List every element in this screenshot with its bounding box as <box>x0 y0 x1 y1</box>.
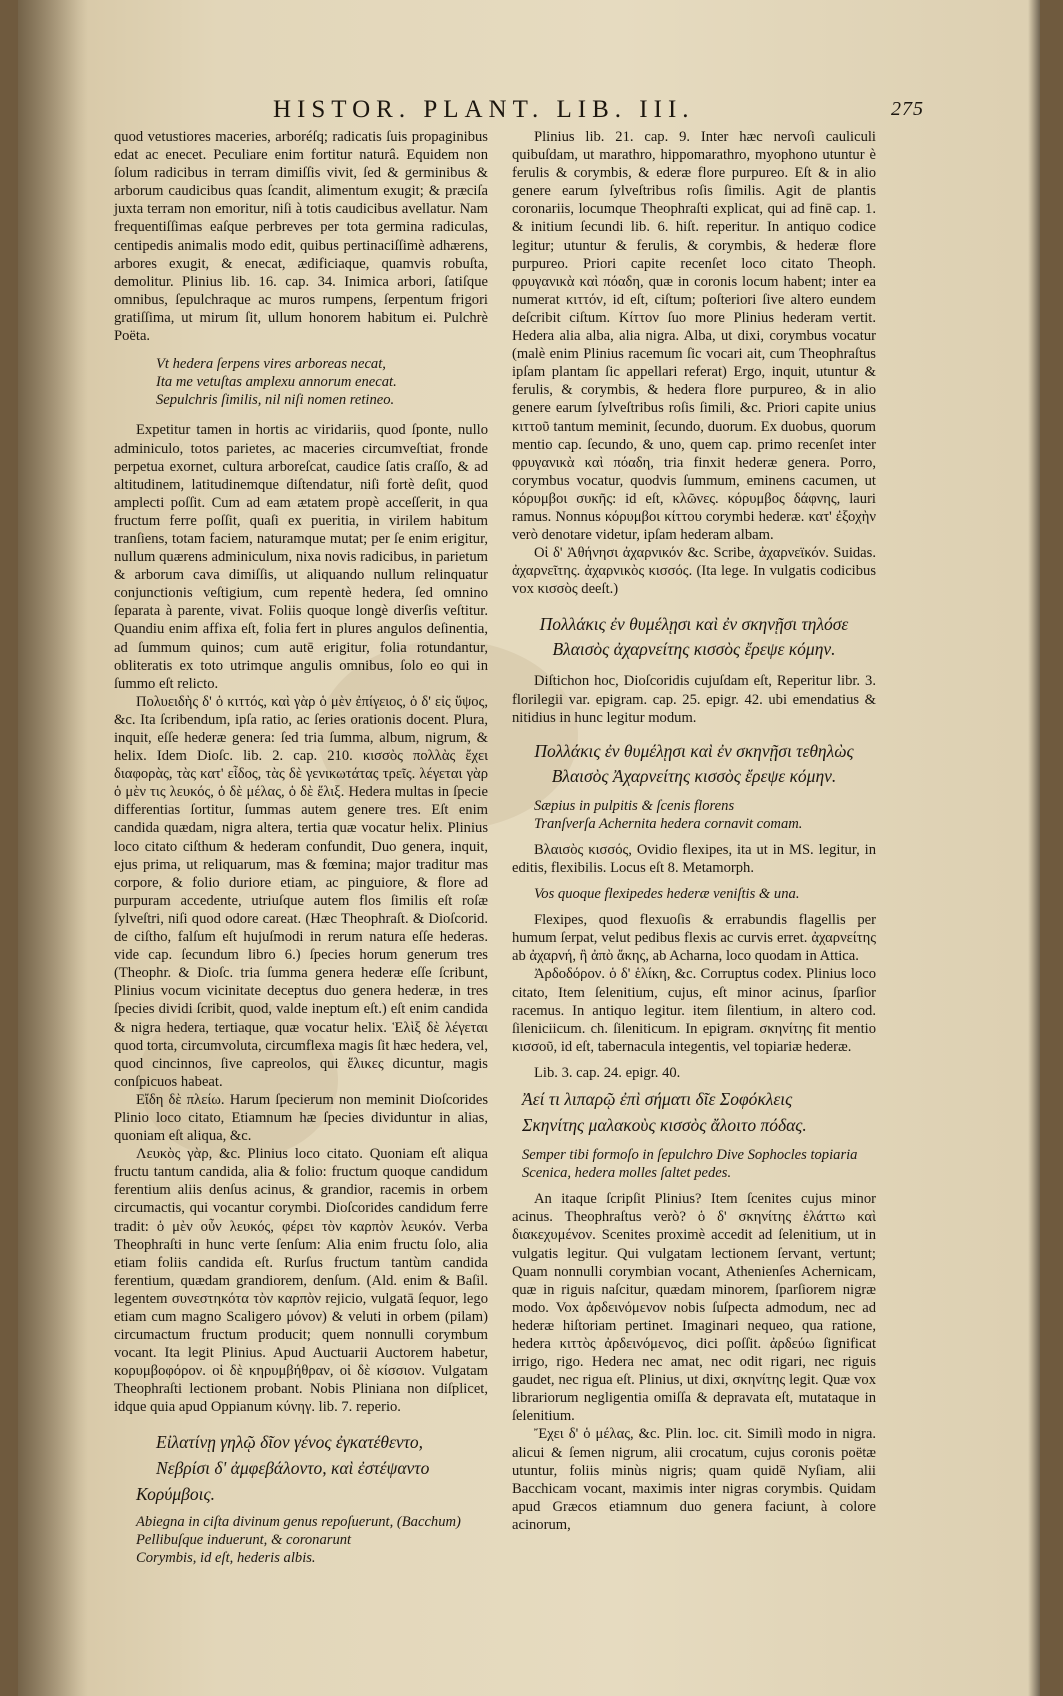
running-head <box>273 96 1033 124</box>
page-number: 275 <box>891 98 924 120</box>
paragraph: Diſtichon hoc, Dioſcoridis cujuſdam eſt, Reperitur libr. 3. florilegii var. epigram. cap. 25. epigr. 42. ubi emendatius & nitidius in hunc legitur modum. <box>512 673 876 726</box>
paragraph: Lib. 3. cap. 24. epigr. 40. <box>534 1064 681 1081</box>
right-column <box>512 128 876 1534</box>
page-edge-shadow <box>1028 0 1040 1696</box>
paragraph: Οἱ δ' Ἀθήνησι ἀχαρνικόν &c. Scribe, ἀχαρνεϊκόν. Suidas. ἀχαρνεῖτης. ἀχαρνικὸς κισσός. (Ita lege. In vulgatis codicibus vox κισσὸς deeſt.) <box>512 545 876 598</box>
paragraph: Ἔχει δ' ὁ μέλας, &c. Plin. loc. cit. Similì modo in nigra. alicui & ſemen nigrum, alii crocatum, cujus coronis poëtæ utuntur, foliis minùs nigris; quam quidē Nyſiam, alii Bacchicam vocant, maximis inter nigras corymbis. Quidam apud Græcos etiamnum duo genera faciunt, à colore acinorum, <box>512 1426 876 1533</box>
latin-verse-line: Abiegna in ciſta divinum genus repoſuerunt, (Bacchum) <box>136 1513 461 1530</box>
latin-verse-line: Vos quoque flexipedes hederæ veniſtis & una. <box>534 886 800 903</box>
paragraph: An itaque ſcripſit Plinius? Item ſcenites cujus minor acinus. Theophraſtus verò? ὁ δ' σκηνίτης ἐλάττω καὶ διακεχυμένον. Scenites proximè accedit ad ſelenitium, ut in vulgatis legitur. Qui vulgatam lectionem ſervant, vertunt; Quam nonnulli corymbian vocant, Athenienſes Achernicam, quæ in riguis naſcitur, quædam minorem, ſparſiorem nigræ modo. Vox ἀρδεινόμενον nobis ſuſpecta admodum, nec ad hederæ hiſtoriam pertinet. Imaginari nequeo, qua ratione, hedera κιττὸς ἀρδεινόμενος, dici poſſit. ἀρδεύω ſignificat irrigo, rigo. Hedera nec amat, nec odit rigari, nec riguis gaudet, nec rigua eſt. Plinius, ut dixi, σκηνίτης legit. Quæ vox librariorum negligentia omiſſa & depravata eſt, mutataque in ſelenitium. <box>512 1191 876 1425</box>
greek-verse-line: Εἰλατίνῃ γηλῷ δῖον γένος ἐγκατέθεντο, <box>156 1431 424 1452</box>
greek-verse-line: Πολλάκις ἐν θυμέλῃσι καὶ ἐν σκηνῇσι τηλόσε <box>539 614 849 635</box>
paragraph: Πολυειδὴς δ' ὁ κιττός, καὶ γὰρ ὁ μὲν ἐπίγειος, ὁ δ' εἰς ὕψος, &c. Ita ſcribendum, ipſa ratio, ac ſeries orationis docent. Plura, inquit, eſſe hederæ genera: ſed tria ſumma, album, nigrum, & helix. Idem Dioſc. lib. 2. cap. 210. κισσὸς πολλὰς ἔχει διαφορὰς, τὰς κατ' εἶδος, τὰς δὲ γενικωτάτας τρεῖς. λέγεται γὰρ ὁ μὲν τις λευκός, ὁ δὲ μέλας, ὁ δὲ ἕλιξ. Hedera multas in ſpecie differentias ſortitur, ſummas autem genere tres. Eſt enim candida quædam, nigra altera, tertia quæ vocatur helix. Plinius loco citato ciſthum & hederam confundit, Duo genera, inquit, ejus prima, ut reliquarum, mas & fœmina; major traditur mas corpore, & folio duriore etiam, ac pinguiore, & flore ad purpuram accedente, utriuſque autem flos ſimilis eſt roſæ ſylveſtri, niſi quod odore careat. (Hæc Theophraſt. & Dioſcorid. de ciſtho, falſum eſt hujuſmodi in rerum natura eſſe hederas. vide cap. ſecundum libro 6.) ſpecies horum generum tres (Theophr. & Dioſc. tria ſumma genera hederæ eſſe ſcribunt, Plinius vocum vicinitate deceptus duo genera hederæ, in tres ſpecies dividi ſcribit, quod, valde ineptum eſt.) eſt enim candida & nigra hedera, tertiaque, quæ vocatur helix. Ἑλὶξ δὲ λέγεται quod torta, circumvoluta, circumflexa magis ſit hæc hedera, vel, quod cincinnos, ſive capreolos, qui ἕλικες dicuntur, magis conſpicuos habeat. <box>114 693 488 1090</box>
paragraph: Flexipes, quod flexuoſis & errabundis flagellis per humum ſerpat, velut pedibus flexis ac curvis erret. ἀχαρνείτης ab ἀχαρνή, ἢ ἀπὸ ἄκης, ab Acharna, loco quodam in Attica. <box>512 912 876 965</box>
paragraph: Plinius lib. 21. cap. 9. Inter hæc nervoſi cauliculi quibuſdam, ut marathro, hippomarathro, myophono utuntur è ferulis & corymbis, & ederæ flore purpureo. Eſt & in alio genere earum ſylveſtribus roſis ſimilis. Agit de plantis coronariis, locumque Theophraſti explicat, qui ad finē cap. 1. & initium ſecundi lib. 6. hiſt. reperitur. In antiquo codice legitur; utuntur & ferulis, & corymbis, & hederæ flore purpureo. Priori capite recenſet loco citato Theoph. φρυγανικὰ καὶ πόαδη, quæ in coronis locum habent; inter ea numerat κιττόν, id eſt, ciſtum; poſteriori ſive altero eundem deſcribit ciſtum. Κίττον ſuo more Plinius hederam vertit. Hedera alia alba, alia nigra. Alba, ut dixi, corymbus vocatur (malè enim Plinius racemum ſic vocari ait, cum Theophraſtus ipſam plantam ſic appellari referat) Ergo, inquit, utuntur & ferulis, & corymbis, & hedera flore purpureo, & in alio genere earum ſylveſtribus roſis ſimili, &c. Priori capite unius κιττοῦ tantum meminit, ſecundo, duorum. Ex duobus, quorum mentio cap. ſecundo, & uno, quem cap. primo recenſet inter φρυγανικὰ καὶ πόαδη, tria finxit hederæ genera. Porro, corymbus vocatur, quodvis ſummum, eminens cacumen, ut κόρυμβοι συκῆς: id eſt, κλῶνες. κόρυμβος δάφνης, lauri ramus. Nonnus κόρυμβοι κίττου corymbi hederæ. κατ' ἐξοχὴν verò denotare videtur, ipſam hederam albam. <box>512 129 876 544</box>
spacer <box>114 1417 488 1423</box>
paragraph: Expetitur tamen in hortis ac viridariis, quod ſponte, nullo adminiculo, totos parietes, ac maceries circumveſtiat, fronde perpetua exornet, cultura arboreſcat, caudice ſatis craſſo, & ad altitudinem, latitudinemque diſtendatur, niſi fortè deſit, quod amplecti poſſit. Cum ad eam ætatem propè acceſſerit, in qua fructum ferre poſſit, quaſi ex pueritia, in virilem habitum tranſiens, totam faciem, naturamque mutat; per ſe enim erigitur, nullum quærens adminiculum, nixa novis radicibus, in parietum & arborum cava dimiſſis, ut aliquando nullum relinquatur conjunctionis veſtigium, cum repentè hedera, ſed omnino ſeparata à parente, vivat. Foliis quoque longè diverſis veſtitur. Quandiu enim affixa eſt, folia fert in plures angulos deſinentia, ad ſummum quinos; cum autē erigitur, folia rotundantur, obliteratis ex toto utrimque angulis omnibus, ſolo eo qui in ſummo eſt relicto. <box>114 422 488 692</box>
greek-verse-line: Ἀεί τι λιπαρῷ ἐπὶ σήματι δῖε Σοφόκλεις <box>522 1089 793 1110</box>
book-page <box>18 0 1040 1696</box>
latin-verse-line: Corymbis, id eſt, hederis albis. <box>136 1549 316 1566</box>
latin-verse-line: Scenica, hedera molles ſaltet pedes. <box>522 1165 732 1182</box>
greek-verse-line: Κορύμβοις. <box>136 1483 215 1504</box>
greek-verse-line: Νεβρίσι δ' ἀμφεβάλοντο, καὶ ἐστέψαντο <box>156 1457 430 1478</box>
latin-verse-line: Semper tibi formoſo in ſepulchro Dive Sophocles topiaria <box>522 1147 858 1164</box>
greek-verse-line: Σκηνίτης μαλακοὺς κισσὸς ἄλοιτο πόδας. <box>522 1115 807 1136</box>
paragraph: Λευκὸς γὰρ, &c. Plinius loco citato. Quoniam eſt aliqua fructu tantum candida, alia & folio: fructum quoque candidum ferentium aliis denſus acinus, & grandior, racemis in orbem circumactis, qui vocantur corymbi. Dioſcorides candidum ferre tradit: ὁ μὲν οὖν λευκός, φέρει τὸν καρπὸν λευκόν. Verba Theophraſti in hunc verte ſenſum: Alia enim fructu ſolo, alia etiam foliis candida eſt. Rurſus fructum tantùm candida ferentium, quædam grandiorem, denſum. (Ald. enim & Baſil. legentem συνεστηκότα τὸν καρπὸν rejicio, vulgatā ſequor, lego etiam cum magno Scaligero μόνον) & veluti in orbem (pilam) circumactum fructum producit; quem nonnulli corymbum vocant. Ita legit Plinius. Apud Auctuarii Auctorem habetur, κορυμβοφόρον. οἱ δὲ κηρυμβήθραν, οἱ δὲ κίσσιον. Vulgatam Theophraſti lectionem probant. Nobis Pliniana non diſplicet, idque quia apud Oppianum κύνηγ. lib. 7. reperio. <box>114 1146 488 1416</box>
latin-verse-line: Pellibuſque induerunt, & coronarunt <box>136 1531 352 1548</box>
greek-verse-line: Πολλάκις ἐν θυμέλῃσι καὶ ἐν σκηνῇσι τεθηλὼς <box>534 740 854 761</box>
paragraph: Βλαισὸς κισσός, Ovidio flexipes, ita ut in MS. legitur, in editis, flexibilis. Locus eſt 8. Metamorph. <box>512 841 876 876</box>
page-gutter-shadow <box>18 0 88 1696</box>
greek-verse-line: Βλαισὸς ἀχαρνείτης κισσὸς ἔρεψε κόμην. <box>552 639 836 660</box>
verse-line: Vt hedera ſerpens vires arboreas necat, <box>156 356 386 373</box>
latin-verse-line: Sæpius in pulpitis & ſcenis florens <box>534 797 735 814</box>
paragraph: quod vetustiores maceries, arboréſq; radicatis ſuis propaginibus edat ac enecet. Peculiare enim fortitur naturâ. Equidem non ſolum radicibus in terram dimiſſis vivit, ſed & germinibus & arborum caudicibus quas ſcandit, alimentum exugit; & præciſa juxta terram non emoritur, niſi à totis caudicibus avellatur. Nam frequentiſſimas eaſque perbreves per tota germina radiculas, centipedis animalis modo edit, quibus pertinaciſſimè adhærens, arbores exugit, & enecat, ædificiaque, quamvis robuſta, demolitur. Plinius lib. 16. cap. 34. Inimica arbori, ſatiſque omnibus, ſepulchraque ac muros rumpens, ſerpentum frigori gratiſſima, ut mirum ſit, ullum honorem habitum ei. Pulchrè Poëta. <box>114 129 488 345</box>
paragraph: Εἴδη δὲ πλείω. Harum ſpecierum non meminit Dioſcorides Plinio loco citato, Etiamnum hæ ſpecies dividuntur in alias, quoniam eſt aliqua, &c. <box>114 1091 488 1145</box>
verse-line: Sepulchris ſimilis, nil niſi nomen retineo. <box>156 392 395 409</box>
latin-verse-line: Tranſverſa Achernita hedera cornavit comam. <box>534 815 803 832</box>
paragraph: Ἀρδοδόρον. ὁ δ' ἑλίκη, &c. Corruptus codex. Plinius loco citato, Item ſelenitium, cujus, eſt minor acinus, ſparſior racemus. In antiquo legitur. item ſilentium, in altero cod. ſileniciicum. ch. ſileniticum. In epigram. σκηνίτης fit mentio κισσοῦ, id eſt, tabernacula integentis, vel topiariæ hederæ. <box>512 966 876 1055</box>
left-column <box>114 128 488 1567</box>
running-title: HISTOR. PLANT. LIB. III. <box>273 96 695 123</box>
greek-verse-line: Βλαισὸς Ἀχαρνείτης κισσὸς ἔρεψε κόμην. <box>551 765 837 786</box>
verse-line: Ita me vetuſtas amplexu annorum enecat. <box>156 374 397 391</box>
